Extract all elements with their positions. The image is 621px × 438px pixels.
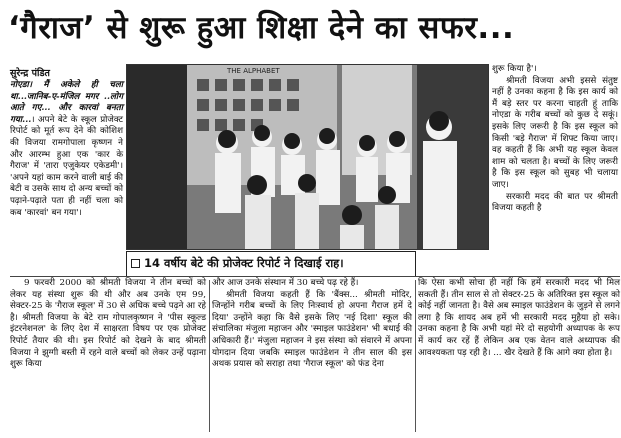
bottom-column-1 [10, 278, 206, 434]
bottom-column-2-text-b: श्रीमती विजया कहती हैं कि 'बैंक्स... श्रीमती मोदिर, जिन्होंने गरीब बच्चों के लिए निःस्वार्थ हो अपना गैराज हमें दे दिया' उन्होंने कहा कि वैसे इसके लिए 'नई दिशा' स्कूल की संचालिका मंजुला महाजन और 'स्माइल फाउंडेशन' भी बधाई की अधिकारी हैं।' मंजुला महाजन ने इस संस्था को संवारने में अपना योगदान दिया जबकि स्माइल फाउंडेशन ने तीन साल की इस अथक प्रयास को सराहा तथा 'गैराज स्कूल' को फंड देना [212, 289, 412, 370]
pull-quote: मैं अकेले ही चला था...जानिब-ए-मंजिल मगर ..लोग आते गए... और कारवां बनता गया... [10, 80, 123, 125]
right-column-para-2: श्रीमती विजया अभी इससे संतुष्ट नहीं है उनका कहना है कि इस कार्य को मैं बड़े स्तर पर करना चाहती हूं ताकि नोएडा के गरीब बच्चों को कुछ दे सकूं। इसके लिए जरूरी है कि इस स्कूल को किसी 'बड़े गैराज' में शिफ्ट किया जाए। वह कहती हैं कि अभी यह स्कूल केवल शाम को चलता है। बच्चों के लिए जरूरी है कि इस स्कूल को सुबह भी चलाया जाए। [492, 75, 618, 190]
photo-caption-text: 14 वर्षीय बेटे की प्रोजेक्ट रिपोर्ट ने दिखाई राह। [144, 256, 344, 270]
alphabet-chart-label: THE ALPHABET [227, 67, 280, 75]
right-column [492, 64, 618, 215]
dateline: नोएडा। [10, 80, 33, 90]
right-column-para-3: सरकारी मदद की बात पर श्रीमती विजया कहती है [492, 191, 618, 214]
column-divider [415, 280, 416, 432]
left-column-paragraph [10, 80, 123, 219]
headline: ‘गैराज’ से शुरू हुआ शिक्षा देने का सफर... [8, 10, 515, 46]
byline: सुरेन्द्र पंडित [10, 68, 50, 79]
left-column-body: । अपने बेटे के स्कूल प्रोजेक्ट रिपोर्ट को मूर्त रूप देने की कोशिश की विजया रामगोपाला कृष्णन ने और आरम्भ हुआ एक 'कार के गैराज' में 'तारा एजुकेयर एकेडमी'। 'अपने यहां काम करने वाली बाई की बेटी व उसके साथ दो अन्य बच्चों को पढ़ाने-पढ़ाते पता ही नहीं चला को कब 'कारवां' बन गया'। [10, 114, 123, 218]
article-photo [126, 64, 489, 250]
bottom-column-3-text: कि ऐसा कभी सोचा ही नहीं कि हमें सरकारी मदद भी मिल सकती हैं। तीन साल से तो सेक्टर-25 के अतिरिक्त इस स्कूल को कोई नहीं जानता है। वैसे अब स्माइल फाउंडेशन के जुड़ने से लगने लगा है कि शायद अब हमें भी सरकारी मदद मुहैया हो सके। उनका कहना है कि अभी यहां मेरे दो सहयोगी अध्यापक के रूप में कार्य कर रहें हैं लेकिन अब एक वेतन वाले अध्यापक की आवश्यकता पड़ रही है। ... खैर देखते हैं कि आगे क्या होता है। [418, 278, 620, 358]
right-column-para-1: शुरू किया है'। [492, 64, 537, 74]
left-column [10, 80, 123, 219]
bottom-column-1-text: 9 फरवरी 2000 को श्रीमती विजया ने तीन बच्चों को लेकर यह संस्था शुरू की थी और अब उनके एम 99, सेक्टर-25 के 'गैराज स्कूल' में 30 से अधिक बच्चे पढ़ने आ रहे है। श्रीमती विजया के बेटे राम गोपालकृष्णन ने 'पीस स्कूल्ड इंटरनेशनल' के लिए देश में साक्षरता विषय पर एक प्रोजेक्ट रिपोर्ट तैयार की थी। इस रिपोर्ट को देखने के बाद श्रीमती विजया ने झुग्गी बस्ती में रहने वाले बच्चों को लेकर उन्हें पढ़ाना शुरू किया [10, 278, 206, 370]
photo-caption [126, 251, 416, 277]
bottom-column-2-text-a: और आज उनके संस्थान में 30 बच्चे पढ़ रहे हैं। [212, 278, 359, 288]
photo-image [127, 65, 489, 250]
caption-bullet-icon [131, 259, 140, 268]
column-divider [209, 280, 210, 432]
section-divider [10, 276, 620, 277]
bottom-column-3 [418, 278, 620, 434]
bottom-column-2 [212, 278, 412, 434]
